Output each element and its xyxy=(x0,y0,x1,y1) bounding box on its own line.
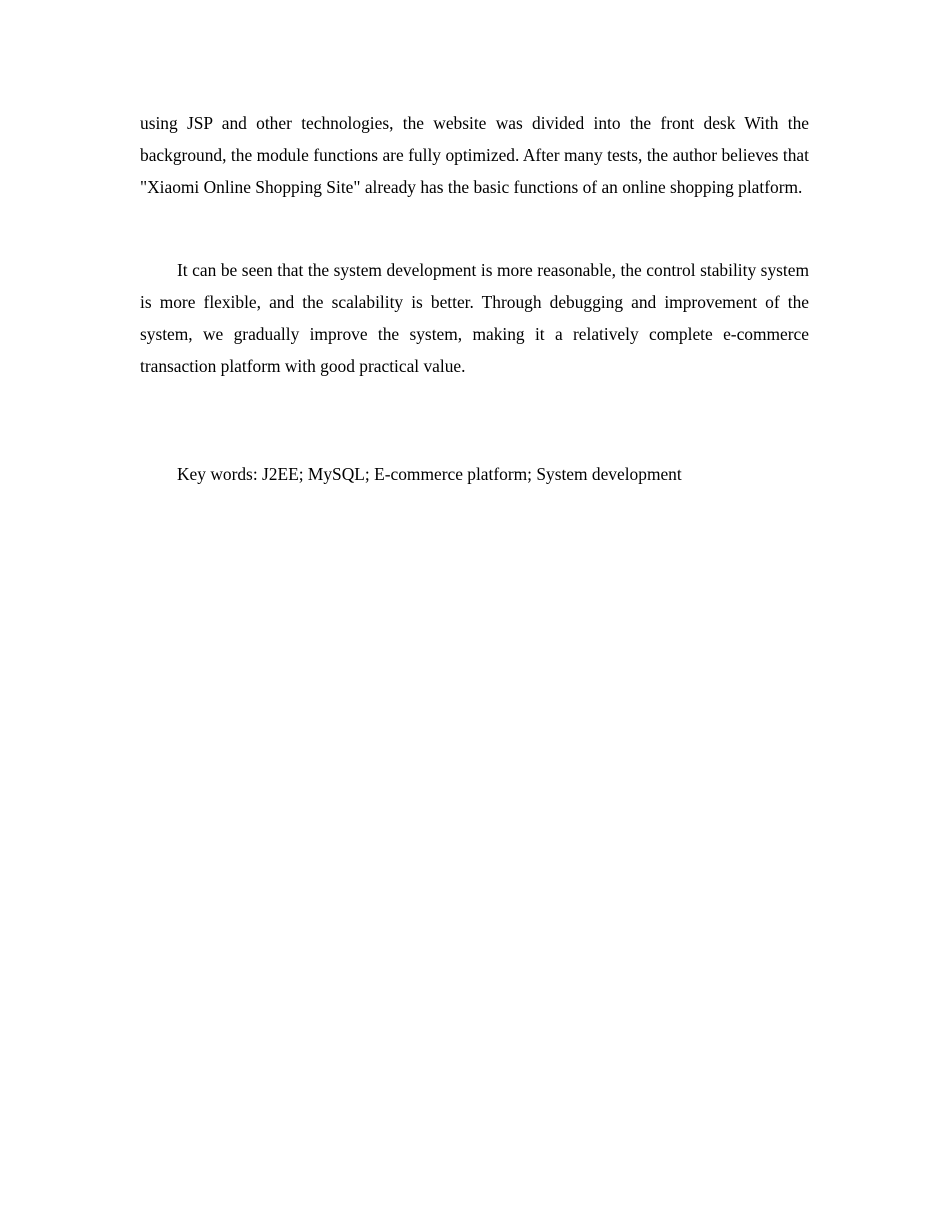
keywords-line: Key words: J2EE; MySQL; E-commerce platform; System development xyxy=(177,464,682,484)
abstract-paragraph-continued: using JSP and other technologies, the website was divided into the front desk With the background, the module functions are fully optimized. After many tests, the author believes that "Xiaomi Online Shopping Site" already has the basic functions of an online shopping platform. xyxy=(140,113,809,197)
abstract-paragraph-conclusion: It can be seen that the system development is more reasonable, the control stability system is more flexible, and the scalability is better. Through debugging and improvement of the system, we gradually improve the system, making it a relatively complete e-commerce transaction platform with good practical value. xyxy=(140,260,809,376)
